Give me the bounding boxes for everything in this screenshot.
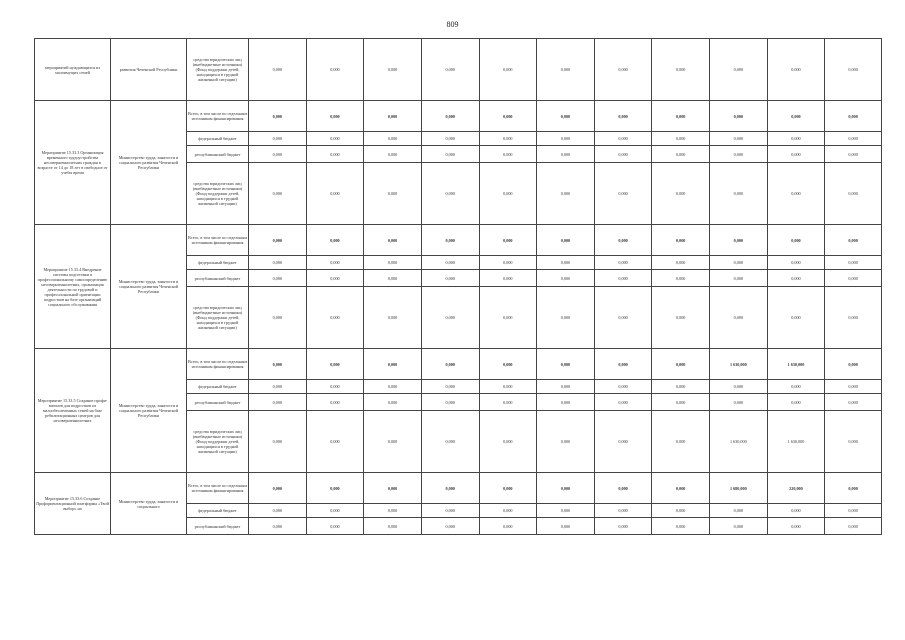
amount-cell: 0,000 [479,132,537,146]
amount-cell: 0,000 [479,146,537,163]
funding-source-cell: средства юридических лиц (внебюджетные источники) (Фонд поддержки детей, находящихся в трудной жизненной ситуации) [187,163,249,225]
amount-cell: 0,000 [249,473,307,504]
amount-cell: 0,000 [479,256,537,270]
amount-cell: 0,000 [537,504,595,518]
amount-cell: 0,000 [306,101,364,132]
amount-cell: 0,000 [710,132,768,146]
amount-cell: 0,000 [249,39,307,101]
budget-table-sheet [34,38,882,535]
amount-cell: 0,000 [652,504,710,518]
amount-cell: 0,000 [710,394,768,411]
amount-cell: 0,000 [767,394,825,411]
amount-cell: 0,000 [825,518,882,535]
amount-cell: 0,000 [537,256,595,270]
amount-cell: 0,000 [479,163,537,225]
amount-cell: 0,000 [594,504,652,518]
amount-cell: 0,000 [594,256,652,270]
amount-cell: 0,000 [421,163,479,225]
funding-source-cell: федеральный бюджет [187,132,249,146]
amount-cell: 1 630,000 [767,349,825,380]
amount-cell: 0,000 [652,256,710,270]
amount-cell: 0,000 [825,256,882,270]
amount-cell: 0,000 [767,132,825,146]
amount-cell: 0,000 [825,473,882,504]
amount-cell: 0,000 [479,39,537,101]
amount-cell: 0,000 [249,256,307,270]
amount-cell: 0,000 [306,349,364,380]
amount-cell: 0,000 [710,101,768,132]
amount-cell: 0,000 [364,504,422,518]
amount-cell: 0,000 [594,287,652,349]
amount-cell: 0,000 [767,380,825,394]
amount-cell: 0,000 [364,163,422,225]
amount-cell: 0,000 [652,518,710,535]
amount-cell: 0,000 [249,504,307,518]
activity-name-cell: Мероприятие 15.33.3 Организация временного трудоустройства несовершеннолетних граждан в возрасте от 14 до 18 лет в свободное от учебы время [35,101,111,225]
budget-table-body [35,39,882,535]
amount-cell: 0,000 [479,380,537,394]
amount-cell: 0,000 [249,394,307,411]
amount-cell: 0,000 [364,225,422,256]
amount-cell: 0,000 [652,132,710,146]
amount-cell: 0,000 [364,380,422,394]
amount-cell: 0,000 [249,132,307,146]
amount-cell: 0,000 [825,146,882,163]
amount-cell: 0,000 [537,380,595,394]
amount-cell: 0,000 [364,146,422,163]
amount-cell: 0,000 [479,411,537,473]
amount-cell: 0,000 [652,349,710,380]
amount-cell: 0,000 [306,473,364,504]
amount-cell: 0,000 [710,287,768,349]
amount-cell: 0,000 [825,411,882,473]
amount-cell: 0,000 [364,287,422,349]
executor-cell: развития Чеченской Республики [111,39,187,101]
amount-cell: 0,000 [479,270,537,287]
table-row [35,473,882,504]
amount-cell: 0,000 [421,504,479,518]
amount-cell: 0,000 [652,163,710,225]
amount-cell: 0,000 [364,256,422,270]
amount-cell: 0,000 [421,132,479,146]
amount-cell: 0,000 [364,473,422,504]
amount-cell: 0,000 [306,518,364,535]
amount-cell: 0,000 [652,411,710,473]
amount-cell: 0,000 [767,39,825,101]
funding-source-cell: средства юридических лиц (внебюджетные источники) (Фонд поддержки детей, находящихся в трудной жизненной ситуации) [187,39,249,101]
amount-cell: 0,000 [767,256,825,270]
amount-cell: 0,000 [249,411,307,473]
amount-cell: 0,000 [537,518,595,535]
amount-cell: 0,000 [364,411,422,473]
funding-source-cell: средства юридических лиц (внебюджетные источники) (Фонд поддержки детей, находящихся в трудной жизненной ситуации) [187,287,249,349]
amount-cell: 0,000 [710,225,768,256]
amount-cell: 0,000 [710,270,768,287]
amount-cell: 0,000 [594,518,652,535]
amount-cell: 0,000 [825,101,882,132]
amount-cell: 0,000 [594,380,652,394]
page-number: 809 [446,20,459,29]
funding-source-cell: федеральный бюджет [187,380,249,394]
amount-cell: 0,000 [825,380,882,394]
activity-name-cell: мероприятий нуждающихся из малоимущих семей [35,39,111,101]
amount-cell: 0,000 [249,225,307,256]
amount-cell: 0,000 [710,256,768,270]
funding-source-cell: республиканский бюджет [187,518,249,535]
table-row [35,225,882,256]
amount-cell: 0,000 [364,518,422,535]
funding-source-cell: республиканский бюджет [187,146,249,163]
amount-cell: 0,000 [594,270,652,287]
amount-cell: 0,000 [364,270,422,287]
executor-cell: Министерство труда, занятости и социального развития Чеченской Республики [111,225,187,349]
amount-cell: 0,000 [479,287,537,349]
amount-cell: 0,000 [479,518,537,535]
amount-cell: 0,000 [306,256,364,270]
amount-cell: 0,000 [249,380,307,394]
amount-cell: 0,000 [479,225,537,256]
amount-cell: 0,000 [364,132,422,146]
amount-cell: 0,000 [825,225,882,256]
amount-cell: 0,000 [421,225,479,256]
amount-cell: 0,000 [421,394,479,411]
amount-cell: 0,000 [364,101,422,132]
amount-cell: 0,000 [767,146,825,163]
amount-cell: 0,000 [479,394,537,411]
amount-cell: 0,000 [594,146,652,163]
amount-cell: 1 630,000 [710,349,768,380]
funding-source-cell: Всего, в том числе по отдельным источникам финансирования [187,473,249,504]
amount-cell: 0,000 [249,270,307,287]
amount-cell: 0,000 [594,39,652,101]
executor-cell: Министерство труда, занятости и социального [111,473,187,535]
amount-cell: 0,000 [652,394,710,411]
amount-cell: 0,000 [537,163,595,225]
amount-cell: 0,000 [306,504,364,518]
amount-cell: 0,000 [479,504,537,518]
amount-cell: 0,000 [825,163,882,225]
amount-cell: 0,000 [767,225,825,256]
amount-cell: 0,000 [306,225,364,256]
amount-cell: 0,000 [710,504,768,518]
amount-cell: 0,000 [652,39,710,101]
amount-cell: 0,000 [249,287,307,349]
amount-cell: 0,000 [652,270,710,287]
amount-cell: 0,000 [306,411,364,473]
amount-cell: 0,000 [421,411,479,473]
funding-source-cell: Всего, в том числе по отдельным источникам финансирования [187,349,249,380]
amount-cell: 0,000 [421,270,479,287]
amount-cell: 0,000 [825,287,882,349]
amount-cell: 0,000 [594,394,652,411]
amount-cell: 0,000 [421,380,479,394]
amount-cell: 0,000 [537,473,595,504]
amount-cell: 0,000 [306,39,364,101]
amount-cell: 0,000 [364,394,422,411]
amount-cell: 0,000 [537,101,595,132]
amount-cell: 0,000 [594,101,652,132]
funding-source-cell: республиканский бюджет [187,270,249,287]
amount-cell: 0,000 [825,394,882,411]
amount-cell: 0,000 [537,225,595,256]
amount-cell: 0,000 [652,380,710,394]
amount-cell: 0,000 [537,394,595,411]
amount-cell: 0,000 [767,287,825,349]
amount-cell: 0,000 [825,39,882,101]
budget-table [34,38,882,535]
amount-cell: 0,000 [306,146,364,163]
amount-cell: 0,000 [306,132,364,146]
amount-cell: 0,000 [825,132,882,146]
activity-name-cell: Мероприятие 15.33.6 Создание Профориентационной платформы «Твой выбор» на [35,473,111,535]
amount-cell: 220,000 [767,473,825,504]
amount-cell: 0,000 [306,270,364,287]
amount-cell: 0,000 [537,270,595,287]
amount-cell: 0,000 [421,101,479,132]
activity-name-cell: Мероприятие 15.33.4 Внедрение системы подготовки к профессиональному самоопределению несовершеннолетних, организация деятельности по трудовой и профессиональной ориентации подростков на базе организаций социального обслуживания [35,225,111,349]
amount-cell: 0,000 [537,349,595,380]
amount-cell: 1 680,000 [710,473,768,504]
amount-cell: 0,000 [306,394,364,411]
amount-cell: 0,000 [249,518,307,535]
executor-cell: Министерство труда, занятости и социального развития Чеченской Республики [111,101,187,225]
amount-cell: 0,000 [710,163,768,225]
amount-cell: 0,000 [479,101,537,132]
funding-source-cell: средства юридических лиц (внебюджетные источники) (Фонд поддержки детей, находящихся в трудной жизненной ситуации) [187,411,249,473]
amount-cell: 0,000 [249,146,307,163]
amount-cell: 0,000 [594,225,652,256]
amount-cell: 0,000 [306,287,364,349]
amount-cell: 0,000 [537,411,595,473]
activity-name-cell: Мероприятие 15.33.5 Создание профи-вагонов для подростков из малообеспеченных семей на базе ребилитационных центров для несовершеннолетних [35,349,111,473]
amount-cell: 0,000 [594,473,652,504]
amount-cell: 0,000 [767,270,825,287]
amount-cell: 0,000 [537,132,595,146]
amount-cell: 0,000 [594,163,652,225]
amount-cell: 0,000 [537,146,595,163]
funding-source-cell: Всего, в том числе по отдельным источникам финансирования [187,101,249,132]
amount-cell: 0,000 [710,380,768,394]
amount-cell: 0,000 [594,411,652,473]
amount-cell: 0,000 [364,349,422,380]
amount-cell: 1 630,000 [710,411,768,473]
amount-cell: 0,000 [652,225,710,256]
amount-cell: 0,000 [421,256,479,270]
amount-cell: 0,000 [306,163,364,225]
amount-cell: 0,000 [421,287,479,349]
amount-cell: 0,000 [652,101,710,132]
amount-cell: 0,000 [306,380,364,394]
amount-cell: 0,000 [421,473,479,504]
amount-cell: 0,000 [825,504,882,518]
table-row [35,39,882,101]
table-row [35,101,882,132]
amount-cell: 0,000 [479,349,537,380]
amount-cell: 0,000 [652,473,710,504]
amount-cell: 0,000 [537,287,595,349]
amount-cell: 0,000 [825,349,882,380]
amount-cell: 0,000 [421,39,479,101]
amount-cell: 0,000 [594,132,652,146]
table-row [35,349,882,380]
amount-cell: 1 630,000 [767,411,825,473]
funding-source-cell: Всего, в том числе по отдельным источникам финансирования [187,225,249,256]
funding-source-cell: республиканский бюджет [187,394,249,411]
amount-cell: 0,000 [767,504,825,518]
amount-cell: 0,000 [652,287,710,349]
funding-source-cell: федеральный бюджет [187,504,249,518]
amount-cell: 0,000 [767,163,825,225]
executor-cell: Министерство труда, занятости и социального развития Чеченской Республики [111,349,187,473]
amount-cell: 0,000 [421,349,479,380]
amount-cell: 0,000 [710,518,768,535]
amount-cell: 0,000 [249,101,307,132]
amount-cell: 0,000 [710,39,768,101]
amount-cell: 0,000 [652,146,710,163]
amount-cell: 0,000 [249,163,307,225]
amount-cell: 0,000 [594,349,652,380]
amount-cell: 0,000 [479,473,537,504]
amount-cell: 0,000 [710,146,768,163]
amount-cell: 0,000 [364,39,422,101]
funding-source-cell: федеральный бюджет [187,256,249,270]
amount-cell: 0,000 [537,39,595,101]
amount-cell: 0,000 [767,101,825,132]
amount-cell: 0,000 [421,518,479,535]
amount-cell: 0,000 [421,146,479,163]
amount-cell: 0,000 [825,270,882,287]
amount-cell: 0,000 [249,349,307,380]
amount-cell: 0,000 [767,518,825,535]
